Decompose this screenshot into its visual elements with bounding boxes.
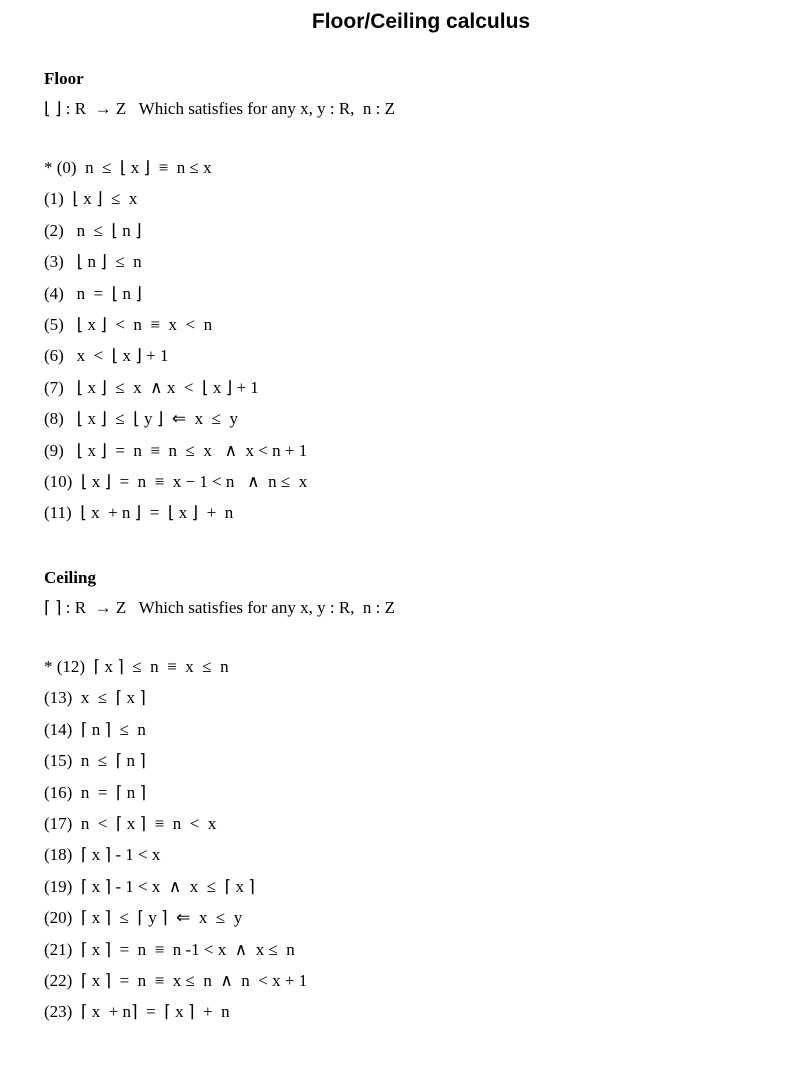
ceiling-property-21: (21) ⌈ x ⌉ = n ≡ n -1 < x ∧ x ≤ n	[44, 939, 295, 959]
floor-property-4: (4) n = ⌊ n ⌋	[44, 283, 142, 303]
ceiling-property-14: (14) ⌈ n ⌉ ≤ n	[44, 719, 146, 739]
ceiling-property-18: (18) ⌈ x ⌉ - 1 < x	[44, 845, 161, 865]
floor-property-11: (11) ⌊ x + n ⌋ = ⌊ x ⌋ + n	[44, 503, 234, 523]
ceiling-property-22: (22) ⌈ x ⌉ = n ≡ x ≤ n ∧ n < x + 1	[44, 970, 308, 990]
ceiling-heading: Ceiling	[44, 568, 96, 587]
ceiling-property-15: (15) n ≤ ⌈ n ⌉	[44, 751, 146, 771]
ceiling-property-19: (19) ⌈ x ⌉ - 1 < x ∧ x ≤ ⌈ x ⌉	[44, 876, 255, 896]
ceiling-property-13: (13) x ≤ ⌈ x ⌉	[44, 688, 146, 708]
floor-property-3: (3) ⌊ n ⌋ ≤ n	[44, 252, 142, 272]
floor-property-10: (10) ⌊ x ⌋ = n ≡ x − 1 < n ∧ n ≤ x	[44, 471, 308, 491]
floor-property-8: (8) ⌊ x ⌋ ≤ ⌊ y ⌋ ⇐ x ≤ y	[44, 409, 239, 429]
ceiling-property-list	[44, 651, 395, 1028]
ceiling-signature: ⌈ ⌉ : R → Z Which satisfies for any x, y : R, n : Z	[44, 598, 396, 617]
page-title: Floor/Ceiling calculus	[311, 10, 531, 33]
floor-property-5: (5) ⌊ x ⌋ < n ≡ x < n	[44, 314, 213, 334]
floor-section	[44, 69, 395, 529]
floor-property-6: (6) x < ⌊ x ⌋ + 1	[44, 346, 169, 366]
floor-property-list	[44, 152, 395, 529]
floor-property-1: (1) ⌊ x ⌋ ≤ x	[44, 189, 138, 209]
floor-property-7: (7) ⌊ x ⌋ ≤ x ∧ x < ⌊ x ⌋ + 1	[44, 377, 259, 397]
floor-property-2: (2) n ≤ ⌊ n ⌋	[44, 220, 142, 240]
floor-signature: ⌊ ⌋ : R → Z Which satisfies for any x, y : R, n : Z	[44, 99, 396, 118]
ceiling-property-17: (17) n < ⌈ x ⌉ ≡ n < x	[44, 813, 217, 833]
floor-property-0: * (0) n ≤ ⌊ x ⌋ ≡ n ≤ x	[44, 158, 212, 177]
ceiling-section	[44, 568, 395, 1028]
floor-heading: Floor	[44, 69, 84, 88]
floor-property-9: (9) ⌊ x ⌋ = n ≡ n ≤ x ∧ x < n + 1	[44, 440, 308, 460]
ceiling-property-16: (16) n = ⌈ n ⌉	[44, 782, 147, 802]
ceiling-property-23: (23) ⌈ x + n⌉ = ⌈ x ⌉ + n	[44, 1002, 230, 1022]
ceiling-property-12: * (12) ⌈ x ⌉ ≤ n ≡ x ≤ n	[44, 657, 229, 676]
ceiling-property-20: (20) ⌈ x ⌉ ≤ ⌈ y ⌉ ⇐ x ≤ y	[44, 908, 243, 928]
